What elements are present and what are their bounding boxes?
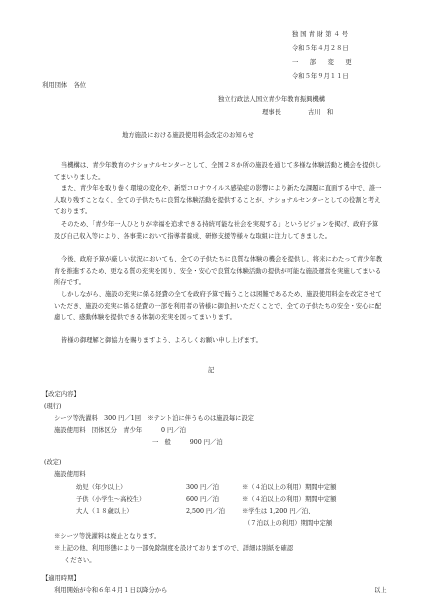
row-note-adult: ※学生は 1,200 円／泊、 <box>242 508 315 515</box>
revision-content-heading: 【改定内容】 <box>42 391 80 398</box>
note-sheet-abolished: ※シーツ等洗濯料は廃止となります。 <box>54 533 161 540</box>
row-label-adult: 大人（１８歳以上） <box>76 508 133 515</box>
application-period-text: 利用開始が令和６年４月１日以降分から <box>54 587 168 594</box>
issue-date: 令和５年４月２８日 <box>292 45 349 52</box>
recipient: 利用団体 各位 <box>42 82 87 89</box>
row-price-child: 600 円／泊 <box>186 496 219 503</box>
note-exemption-cont: ください。 <box>64 557 96 564</box>
row-label-infant: 幼児（年少以上） <box>76 484 127 491</box>
row-note-adult-extra: （７泊以上の利用）期間中定額 <box>244 520 333 527</box>
row-price-infant: 300 円／泊 <box>186 484 219 491</box>
sender-name: 古川 和 <box>308 109 334 116</box>
closing-ijou: 以上 <box>374 587 387 594</box>
current-sheet-fee: シーツ等洗濯料 300 円／1回 ※テント泊に伴うものは施設毎に設定 <box>54 415 255 422</box>
revision-date: 令和５年９月１１日 <box>292 73 349 80</box>
body-paragraph-5: しかしながら、施設の充実に係る経費の全てを政府予算で賄うことは困難であるため、施設使用料金を改定させていただき、施設の充実に係る経費の一部を利用者の皆様に御負担いただくことで、全ての子供たちの安全・安心に配慮して、感動体験を提供できる体制の充実を図ってまいります。 <box>54 291 382 322</box>
sender-title: 理事長 <box>262 109 281 116</box>
body-paragraph-3: そのため、「青少年一人ひとりが幸福を追求できる持続可能な社会を実現する」というビジョンを掲げ、政府予算及び自己収入等により、各事業において指導者養成、研修支援等様々な取組に注力してきました。 <box>54 221 379 240</box>
document-title: 地方施設における施設使用料金改定のお知らせ <box>122 132 255 139</box>
body-paragraph-4: 今後、政府予算が厳しい状況においても、全ての子供たちに良質な体験の機会を提供し、将来にわたって青少年教育を推進するため、更なる質の充実を図り、安全・安心で良質な体験活動の提供が可能な施設運営を実施してまいる所存です。 <box>54 256 383 287</box>
application-period-heading: 【適用時期】 <box>42 575 80 582</box>
row-note-child: ※（４泊以上の利用）期間中定額 <box>242 496 337 503</box>
row-label-child: 子供（小学生～高校生） <box>76 496 146 503</box>
row-note-infant: ※（４泊以上の利用）期間中定額 <box>242 484 337 491</box>
row-price-adult: 2,500 円／泊 <box>186 508 225 515</box>
partial-revision-label: 一 部 変 更 <box>292 59 355 66</box>
body-paragraph-6: 皆様の御理解と御協力を賜りますよう、よろしくお願い申し上げます。 <box>60 337 262 344</box>
sender-organization: 独立行政法人国立青少年教育振興機構 <box>218 96 326 103</box>
revised-facility-fee-heading: 施設使用料 <box>54 471 86 478</box>
note-exemption: ※上記の他、利用形態により一部免除制度を設けておりますので、詳細は別紙を確認 <box>54 545 294 552</box>
ki-marker: 記 <box>208 367 215 374</box>
body-paragraph-2: また、青少年を取り巻く環境の変化や、新型コロナウイルス感染症の影響により新たな課題に直面する中で、誰一人取り残すことなく、全ての子供たちに良質な体験活動を提供することが、ナショナルセンターとしての役割と考えております。 <box>54 185 382 216</box>
current-facility-fee-general: 一 般 900 円／泊 <box>152 439 223 446</box>
document-number: 独 国 青 財 第 ４ 号 <box>292 31 349 38</box>
current-facility-fee-youth: 施設使用料 団体区分 青少年 0 円／泊 <box>54 427 186 434</box>
current-label: (現行) <box>44 403 62 410</box>
revised-label: (改定) <box>44 459 62 466</box>
body-paragraph-1: 当機構は、青少年教育のナショナルセンターとして、全国２８か所の施設を通じて多様な体験活動と機会を提供してまいりました。 <box>54 162 382 181</box>
